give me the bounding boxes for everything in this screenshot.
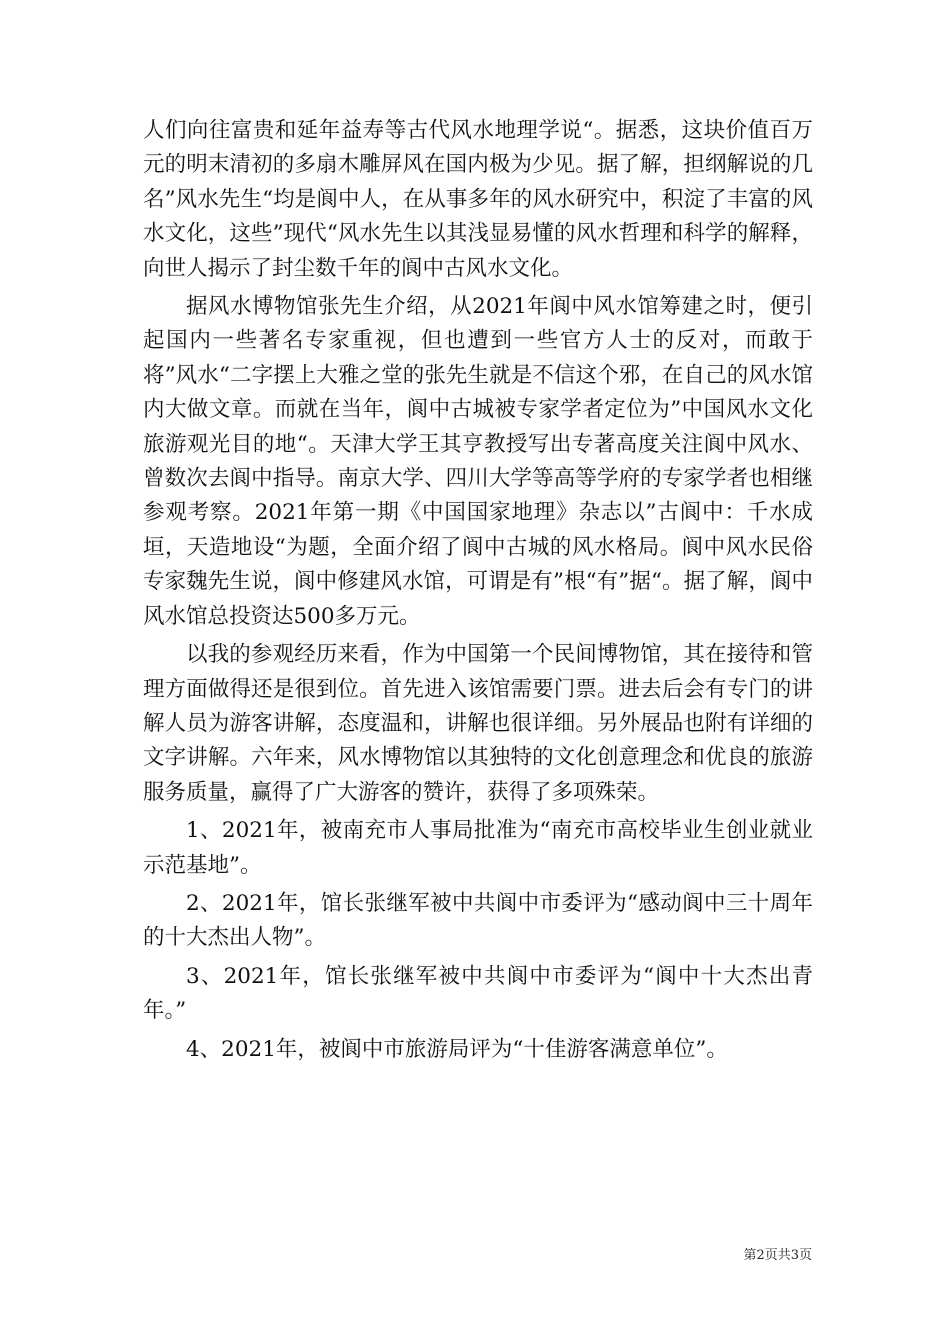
paragraph-2: 据风水博物馆张先生介绍，从2021年阆中风水馆筹建之时，便引起国内一些著名专家重视，但也遭到一些官方人士的反对，而敢于将”风水“二字摆上大雅之堂的张先生就是不信这个邪，在自己的风水馆内大做文章。而就在当年，阆中古城被专家学者定位为”中国风水文化旅游观光目的地“。天津大学王其亨教授写出专著高度关注阆中风水、曾数次去阆中指导。南京大学、四川大学等高等学府的专家学者也相继参观考察。2021年第一期《中国国家地理》杂志以”古阆中：千水成垣，天造地设“为题，全面介绍了阆中古城的风水格局。阆中风水民俗专家魏先生说，阆中修建风水馆，可谓是有”根“有”据“。据了解，阆中风水馆总投资达500多万元。 bbox=[143, 294, 813, 629]
paragraph-1: 人们向往富贵和延年益寿等古代风水地理学说“。据悉，这块价值百万元的明末清初的多扇木雕屏风在国内极为少见。据了解，担纲解说的几名”风水先生“均是阆中人，在从事多年的风水研究中，积淀了丰富的风水文化，这些”现代“风水先生以其浅显易懂的风水哲理和科学的解释，向世人揭示了封尘数千年的阆中古风水文化。 bbox=[143, 118, 813, 281]
paragraph-3: 以我的参观经历来看，作为中国第一个民间博物馆，其在接待和管理方面做得还是很到位。首先进入该馆需要门票。进去后会有专门的讲解人员为游客讲解，态度温和，讲解也很详细。另外展品也附有详细的文字讲解。六年来，风水博物馆以其独特的文化创意理念和优良的旅游服务质量，赢得了广大游客的赞许，获得了多项殊荣。 bbox=[143, 642, 813, 805]
honor-item-2: 2、2021年，馆长张继军被中共阆中市委评为“感动阆中三十周年的十大杰出人物”。 bbox=[143, 890, 813, 951]
honor-item-3: 3、2021年，馆长张继军被中共阆中市委评为“阆中十大杰出青年。” bbox=[143, 963, 813, 1024]
honor-item-1: 1、2021年，被南充市人事局批准为“南充市高校毕业生创业就业示范基地”。 bbox=[143, 818, 813, 878]
page-number: 第2页共3页 bbox=[743, 1248, 812, 1263]
document-body bbox=[143, 114, 813, 1067]
honor-item-4: 4、2021年，被阆中市旅游局评为“十佳游客满意单位”。 bbox=[186, 1036, 728, 1062]
